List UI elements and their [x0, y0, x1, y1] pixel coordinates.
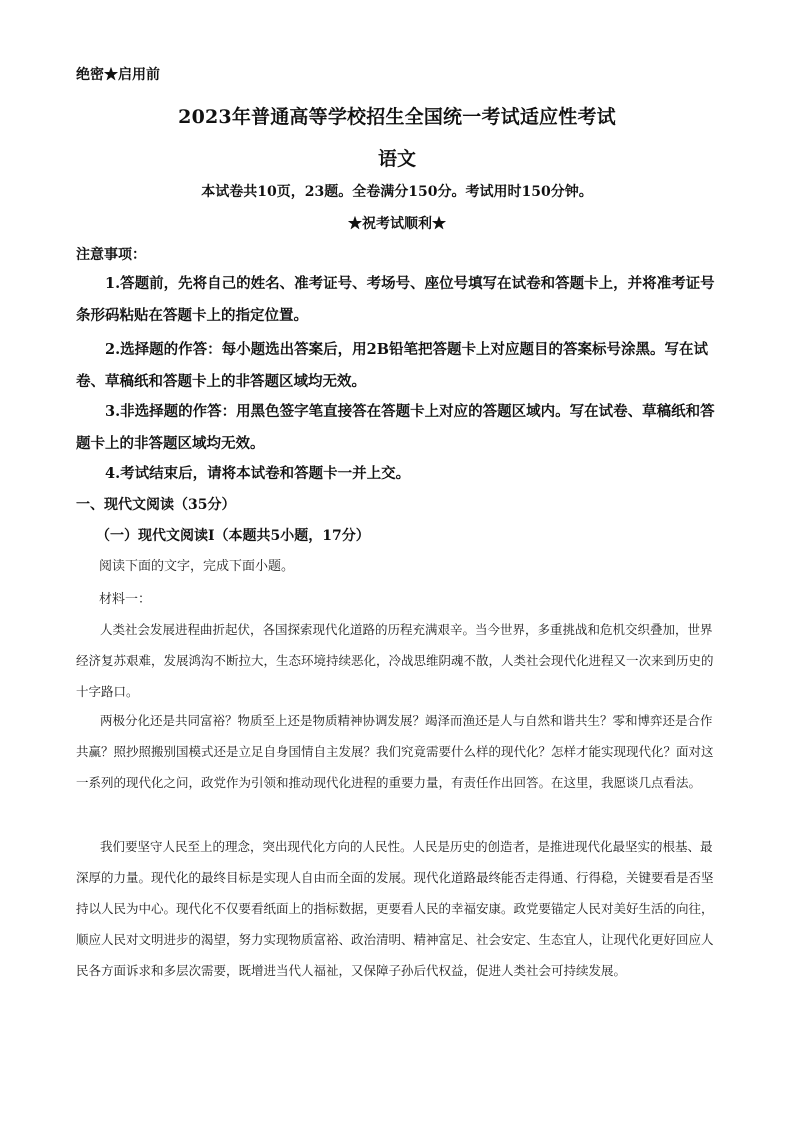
notice-item-1: 1.答题前，先将自己的姓名、准考证号、考场号、座位号填写在试卷和答题卡上，并将准考证号条形码粘贴在答题卡上的指定位置。 — [76, 275, 715, 324]
exam-info: 本试卷共10页，23题。全卷满分150分。考试用时150分钟。 — [201, 184, 593, 200]
secret-label: 绝密★启用前 — [76, 67, 160, 83]
section-title: 一、现代文阅读（35分） — [76, 497, 236, 513]
material-paragraph-3: 我们要坚守人民至上的理念，突出现代化方向的人民性。人民是历史的创造者，是推进现代化最坚实的根基、最深厚的力量。现代化的最终目标是实现人自由而全面的发展。现代化道路最终能否走得通、行得稳，关键要看是否坚持以人民为中心。现代化不仅要看纸面上的指标数据，更要看人民的幸福安康。政党要锚定人民对美好生活的向往，顺应人民对文明进步的渴望，努力实现物质富裕、政治清明、精神富足、社会安定、生态宜人，让现代化更好回应人民各方面诉求和多层次需要，既增进当代人福祉，又保障子孙后代权益，促进人类社会可持续发展。 — [76, 839, 714, 978]
notice-item-2: 2.选择题的作答：每小题选出答案后，用2B铅笔把答题卡上对应题目的答案标号涂黑。写在试卷、草稿纸和答题卡上的非答题区域均无效。 — [76, 341, 708, 390]
wish-line: ★祝考试顺利★ — [348, 216, 446, 232]
exam-title: 2023年普通高等学校招生全国统一考试适应性考试 — [178, 106, 616, 128]
notice-item-3: 3.非选择题的作答：用黑色签字笔直接答在答题卡上对应的答题区域内。写在试卷、草稿纸和答题卡上的非答题区域均无效。 — [76, 403, 715, 452]
notice-item-4: 4.考试结束后，请将本试卷和答题卡一并上交。 — [105, 465, 411, 482]
material-label: 材料一： — [99, 592, 152, 607]
reading-instruction: 阅读下面的文字，完成下面小题。 — [99, 559, 295, 574]
subject-title: 语文 — [377, 148, 416, 170]
notice-title: 注意事项： — [76, 247, 146, 263]
material-paragraph-2: 两极分化还是共同富裕？物质至上还是物质精神协调发展？竭泽而渔还是人与自然和谐共生？零和博弈还是合作共赢？照抄照搬别国模式还是立足自身国情自主发展？我们究竟需要什么样的现代化？怎样才能实现现代化？面对这一系列的现代化之问，政党作为引领和推动现代化进程的重要力量，有责任作出回答。在这里，我愿谈几点看法。 — [76, 713, 714, 790]
material-paragraph-1: 人类社会发展进程曲折起伏，各国探索现代化道路的历程充满艰辛。当今世界，多重挑战和危机交织叠加，世界经济复苏艰难，发展鸿沟不断拉大，生态环境持续恶化，冷战思维阴魂不散，人类社会现代化进程又一次来到历史的十字路口。 — [76, 622, 714, 699]
subsection-title: （一）现代文阅读Ⅰ（本题共5小题，17分） — [96, 528, 370, 544]
